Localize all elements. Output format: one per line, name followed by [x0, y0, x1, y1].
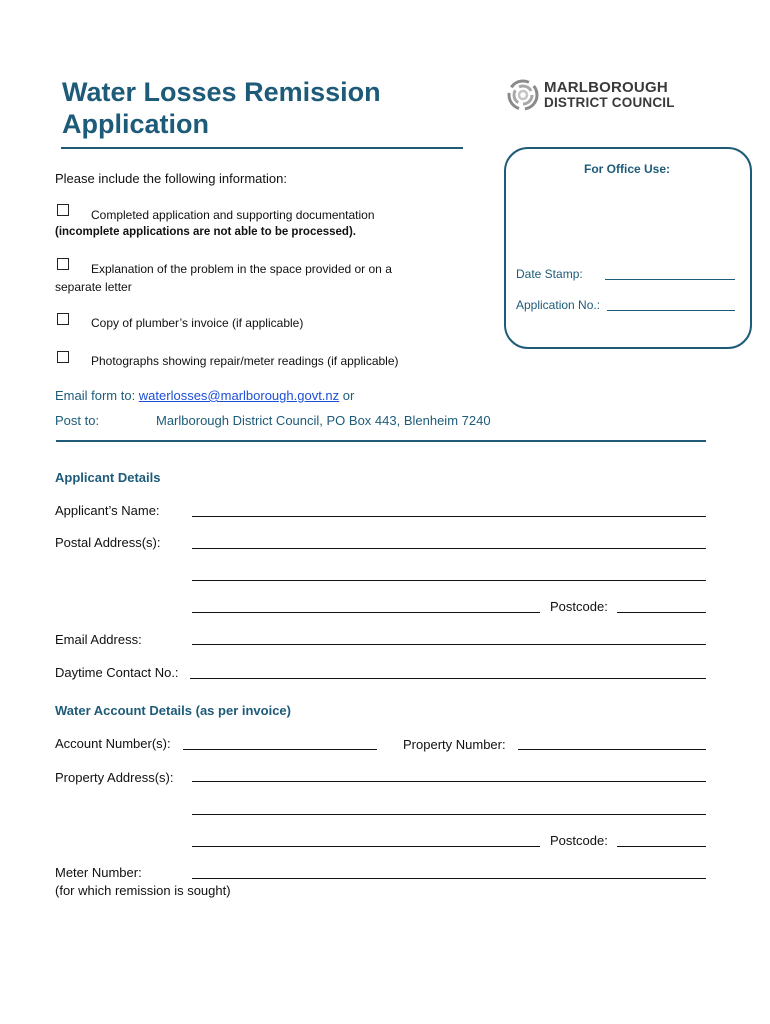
email-address-label: Email Address:: [55, 632, 142, 647]
logo-line-1: MARLBOROUGH: [544, 79, 668, 96]
title-line-1: Water Losses Remission: [62, 77, 381, 107]
meter-number-note: (for which remission is sought): [55, 883, 231, 898]
daytime-contact-label: Daytime Contact No.:: [55, 665, 179, 680]
office-use-title: For Office Use:: [584, 162, 671, 176]
daytime-contact-field[interactable]: [190, 678, 706, 679]
property-address-field-3[interactable]: [192, 846, 540, 847]
property-number-field[interactable]: [518, 749, 706, 750]
office-use-box: [504, 147, 752, 349]
checklist-label-4: Photographs showing repair/meter readings (if applicable): [91, 354, 399, 368]
post-label: Post to:: [55, 413, 100, 428]
applicant-name-label: Applicant’s Name:: [55, 503, 160, 518]
email-prefix: Email form to:: [55, 388, 139, 403]
email-link[interactable]: waterlosses@marlborough.govt.nz: [138, 388, 340, 403]
checklist-label-3: Copy of plumber’s invoice (if applicable): [91, 316, 304, 330]
email-suffix: or: [339, 388, 355, 403]
section-divider: [56, 440, 706, 442]
account-number-label: Account Number(s):: [55, 736, 171, 751]
logo-line-2: DISTRICT COUNCIL: [544, 95, 675, 110]
property-postcode-field[interactable]: [617, 846, 706, 847]
property-postcode-label: Postcode:: [550, 833, 608, 848]
property-address-field-2[interactable]: [192, 814, 706, 815]
application-no-field[interactable]: [607, 310, 735, 311]
email-address-field[interactable]: [192, 644, 706, 645]
checklist-checkbox-1[interactable]: [57, 204, 69, 216]
council-logo-text: [544, 80, 675, 110]
property-address-label: Property Address(s):: [55, 770, 174, 785]
council-logo-icon: [506, 78, 540, 112]
postal-address-field-1[interactable]: [192, 548, 706, 549]
postal-address-field-2[interactable]: [192, 580, 706, 581]
checklist-label-2-cont: separate letter: [55, 280, 132, 294]
checklist-checkbox-2[interactable]: [57, 258, 69, 270]
checklist-note-1: (incomplete applications are not able to be processed).: [55, 226, 356, 238]
meter-number-field[interactable]: [192, 878, 706, 879]
checklist-label-1: Completed application and supporting documentation: [91, 208, 375, 222]
email-instruction: [55, 388, 354, 403]
applicant-heading: Applicant Details: [55, 470, 161, 485]
title-line-2: Application: [62, 109, 209, 139]
postal-address-label: Postal Address(s):: [55, 535, 161, 550]
postcode-field[interactable]: [617, 612, 706, 613]
checklist-label-2: Explanation of the problem in the space provided or on a: [91, 262, 392, 276]
page-title: [62, 76, 381, 140]
checklist-checkbox-4[interactable]: [57, 351, 69, 363]
postcode-label: Postcode:: [550, 599, 608, 614]
property-number-label: Property Number:: [403, 737, 506, 752]
date-stamp-field[interactable]: [605, 279, 735, 280]
account-heading: Water Account Details (as per invoice): [55, 703, 291, 718]
property-address-field-1[interactable]: [192, 781, 706, 782]
account-number-field[interactable]: [183, 749, 377, 750]
checklist-checkbox-3[interactable]: [57, 313, 69, 325]
date-stamp-label: Date Stamp:: [516, 267, 583, 281]
application-no-label: Application No.:: [516, 298, 601, 312]
applicant-name-field[interactable]: [192, 516, 706, 517]
postal-address-field-3[interactable]: [192, 612, 540, 613]
post-address: Marlborough District Council, PO Box 443, Blenheim 7240: [156, 413, 491, 428]
intro-text: Please include the following information:: [55, 171, 287, 186]
title-divider: [61, 147, 463, 149]
meter-number-label: Meter Number:: [55, 865, 142, 880]
